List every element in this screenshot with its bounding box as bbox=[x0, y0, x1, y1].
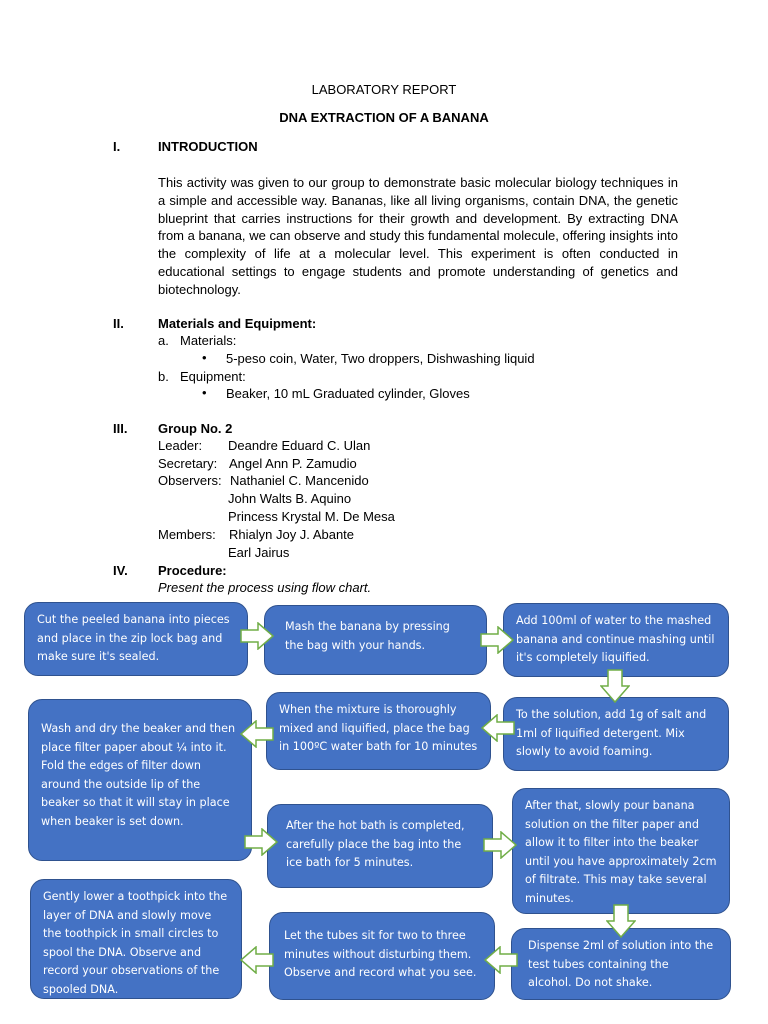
member-name: Earl Jairus bbox=[228, 545, 290, 560]
section-number-intro: I. bbox=[113, 139, 121, 154]
observer-name: John Walts B. Aquino bbox=[228, 491, 352, 506]
materials-item: 5-peso coin, Water, Two droppers, Dishwashing liquid bbox=[226, 351, 535, 366]
arrow-left-icon bbox=[240, 720, 274, 748]
report-label: LABORATORY REPORT bbox=[311, 82, 457, 97]
materials-label-a: a. bbox=[158, 333, 169, 348]
materials-text-b: Equipment: bbox=[180, 369, 246, 384]
leader-label: Leader: bbox=[158, 438, 203, 453]
members-label: Members: bbox=[158, 527, 216, 542]
bullet-icon: • bbox=[202, 385, 207, 400]
section-heading-materials: Materials and Equipment: bbox=[158, 316, 317, 331]
flowchart-step-2: Mash the banana by pressing the bag with your hands. bbox=[264, 605, 487, 675]
section-number-materials: II. bbox=[113, 316, 124, 331]
observer-name: Nathaniel C. Mancenido bbox=[230, 473, 369, 488]
equipment-item: Beaker, 10 mL Graduated cylinder, Gloves bbox=[226, 386, 470, 401]
flowchart-step-3: Add 100ml of water to the mashed banana and continue mashing until it's completely liquified. bbox=[503, 603, 729, 677]
arrow-left-icon bbox=[481, 714, 515, 742]
flowchart-step-11: Gently lower a toothpick into the layer of DNA and slowly move the toothpick in small circles to spool the DNA. Observe and record your observations of the spooled DNA. bbox=[30, 879, 242, 999]
materials-text-a: Materials: bbox=[180, 333, 237, 348]
flowchart-step-8: After that, slowly pour banana solution on the filter paper and allow it to filter into the beaker until you have approximately 2cm of filtrate. This may take several minutes. bbox=[512, 788, 730, 914]
arrow-left-icon bbox=[484, 946, 518, 974]
flowchart-step-1: Cut the peeled banana into pieces and place in the zip lock bag and make sure it's sealed. bbox=[24, 602, 248, 676]
report-title: DNA EXTRACTION OF A BANANA bbox=[279, 110, 489, 125]
materials-label-b: b. bbox=[158, 369, 169, 384]
arrow-right-icon bbox=[240, 622, 274, 650]
section-number-procedure: IV. bbox=[113, 563, 128, 578]
section-heading-group: Group No. 2 bbox=[158, 421, 233, 436]
arrow-down-icon bbox=[606, 904, 636, 938]
leader-name: Deandre Eduard C. Ulan bbox=[228, 438, 371, 453]
flowchart-step-5: When the mixture is thoroughly mixed and liquified, place the bag in 100ºC water bath for 10 minutes bbox=[266, 692, 491, 770]
procedure-note: Present the process using flow chart. bbox=[158, 580, 372, 595]
arrow-left-icon bbox=[240, 946, 274, 974]
flowchart-step-4: To the solution, add 1g of salt and 1ml of liquified detergent. Mix slowly to avoid foaming. bbox=[503, 697, 729, 771]
arrow-right-icon bbox=[480, 626, 514, 654]
section-number-group: III. bbox=[113, 421, 128, 436]
flowchart-step-6: Wash and dry the beaker and then place filter paper about ¼ into it. Fold the edges of filter down around the outside lip of the beaker so that it will stay in place when beaker is set down. bbox=[28, 699, 252, 861]
arrow-down-icon bbox=[600, 669, 630, 703]
flowchart-step-7: After the hot bath is completed, carefully place the bag into the ice bath for 5 minutes. bbox=[267, 804, 493, 888]
observers-label: Observers: bbox=[158, 473, 222, 488]
secretary-label: Secretary: bbox=[158, 456, 218, 471]
intro-paragraph: This activity was given to our group to demonstrate basic molecular biology techniques in a simple and accessible way. Bananas, like all living organisms, contain DNA, the genetic blueprint that carries instructions for their growth and development. By extracting DNA from a banana, we can observe and study this fundamental molecule, offering insights into the complexity of life at a molecular level. This experiment is often conducted in educational settings to engage students and promote understanding of genetics and biotechnology. bbox=[158, 175, 678, 297]
secretary-name: Angel Ann P. Zamudio bbox=[229, 456, 357, 471]
section-heading-procedure: Procedure: bbox=[158, 563, 227, 578]
observer-name: Princess Krystal M. De Mesa bbox=[228, 509, 395, 524]
flowchart-step-9: Dispense 2ml of solution into the test tubes containing the alcohol. Do not shake. bbox=[511, 928, 731, 1000]
arrow-right-icon bbox=[244, 828, 278, 856]
bullet-icon: • bbox=[202, 350, 207, 365]
arrow-right-icon bbox=[483, 831, 517, 859]
member-name: Rhialyn Joy J. Abante bbox=[229, 527, 355, 542]
section-heading-intro: INTRODUCTION bbox=[158, 139, 258, 154]
flowchart-step-10: Let the tubes sit for two to three minutes without disturbing them. Observe and record what you see. bbox=[269, 912, 495, 1000]
